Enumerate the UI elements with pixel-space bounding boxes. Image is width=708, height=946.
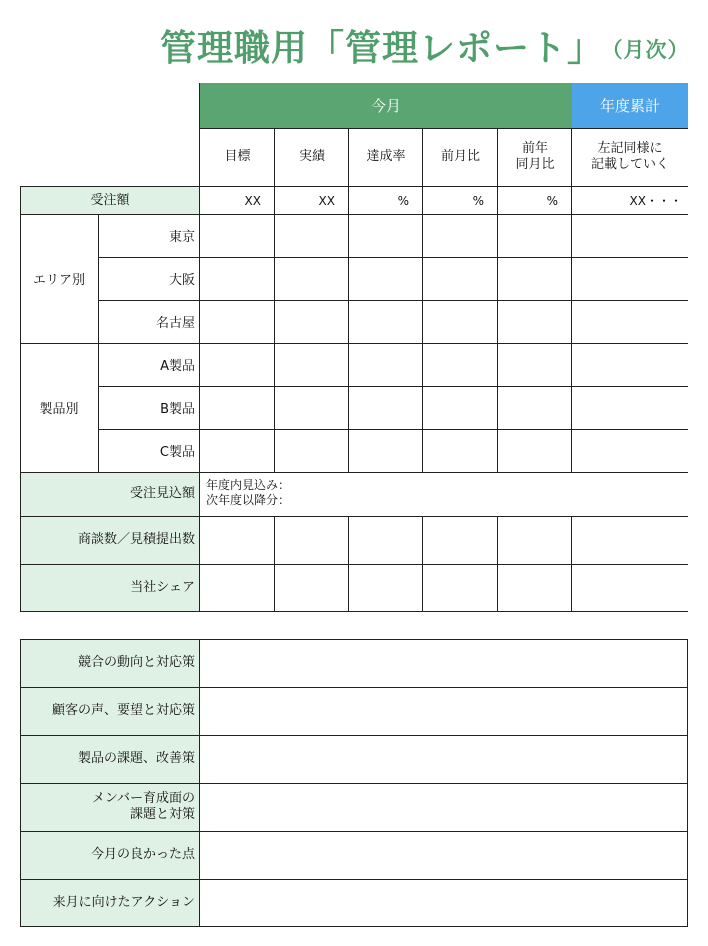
col-achievement-rate [349, 128, 423, 186]
grid-line [20, 611, 688, 612]
grid-line [20, 783, 688, 784]
col-ytd-line2: 記載していく [590, 157, 669, 172]
area-item-tokyo [98, 214, 200, 257]
col-ytd-note [572, 128, 688, 186]
grid-line [20, 831, 688, 832]
page-title [160, 26, 690, 72]
col-yoy-line1: 前年 [521, 141, 548, 156]
share-label [20, 564, 200, 611]
order-achievement-text: % [397, 193, 409, 208]
qual-label-member-development [20, 783, 200, 831]
area-osaka-text: 大阪 [168, 273, 195, 288]
qual-label-competitors [20, 639, 200, 687]
order-yoy-text: % [546, 193, 558, 208]
order-actual-text: XX [318, 193, 335, 208]
forecast-line2: 次年度以降分： [206, 493, 291, 507]
grid-line [199, 639, 200, 927]
grid-line [422, 128, 423, 472]
product-item-c [98, 429, 200, 472]
qual-label-product-issues [20, 735, 200, 783]
grid-line [20, 186, 21, 612]
grid-line [348, 128, 349, 472]
col-yoy-line2: 同月比 [515, 157, 555, 172]
order-ytd-value [572, 187, 688, 214]
grid-line [199, 83, 200, 612]
col-target-label: 目標 [224, 149, 251, 164]
product-item-b [98, 386, 200, 429]
area-nagoya-text: 名古屋 [155, 316, 195, 331]
product-group-label [20, 343, 98, 472]
area-item-nagoya [98, 300, 200, 343]
col-mom-label: 前月比 [440, 149, 480, 164]
qual-next-text: 来月に向けたアクション [52, 894, 195, 910]
current-month-label: 今月 [370, 97, 401, 115]
ytd-label: 年度累計 [599, 97, 660, 115]
grid-line [20, 639, 688, 640]
order-amount-label [20, 187, 200, 214]
order-target-value [200, 187, 275, 214]
ytd-header [572, 83, 688, 128]
grid-line [20, 564, 688, 565]
grid-line [571, 516, 572, 612]
area-group-label [20, 214, 98, 343]
grid-line [20, 343, 688, 344]
order-actual-value [275, 187, 349, 214]
forecast-line1: 年度内見込み： [206, 478, 291, 492]
qual-label-customer-voice [20, 687, 200, 735]
product-item-a [98, 343, 200, 386]
order-yoy-value [498, 187, 572, 214]
grid-line [98, 429, 688, 430]
area-group-text: エリア別 [32, 273, 85, 288]
product-b-text: B製品 [160, 402, 195, 417]
forecast-label [20, 472, 200, 516]
col-actual [275, 128, 349, 186]
order-amount-text: 受注額 [90, 192, 130, 208]
order-mom-value [423, 187, 498, 214]
area-item-osaka [98, 257, 200, 300]
qual-member-line2: 課題と対策 [129, 807, 195, 822]
grid-line [20, 186, 688, 187]
order-achievement-value [349, 187, 423, 214]
forecast-note [200, 472, 688, 516]
grid-line [98, 214, 99, 472]
order-mom-text: % [472, 193, 484, 208]
grid-line [497, 128, 498, 472]
col-yoy [498, 128, 572, 186]
qual-label-good-points [20, 831, 200, 879]
qual-member-line1: メンバー育成面の [91, 791, 195, 806]
order-target-text: XX [244, 193, 261, 208]
qual-good-text: 今月の良かった点 [90, 847, 195, 862]
col-achievement-label: 達成率 [366, 149, 406, 164]
product-a-text: A製品 [160, 359, 195, 374]
grid-line [20, 926, 688, 927]
grid-line [687, 639, 688, 927]
grid-line [497, 516, 498, 612]
grid-line [20, 639, 21, 927]
title-main: 管理職用「管理レポート」 [160, 28, 605, 69]
col-target [200, 128, 275, 186]
grid-line [348, 516, 349, 612]
col-ytd-line1: 左記同様に [597, 141, 663, 156]
grid-line [20, 472, 688, 473]
grid-line [571, 128, 572, 472]
area-tokyo-text: 東京 [168, 230, 195, 245]
col-actual-label: 実績 [298, 149, 325, 164]
qual-product-text: 製品の課題、改善策 [77, 751, 195, 766]
deals-text: 商談数／見積提出数 [77, 532, 195, 547]
share-text: 当社シェア [130, 579, 195, 595]
product-c-text: C製品 [159, 445, 195, 460]
grid-line [20, 735, 688, 736]
order-ytd-text: XX・・・ [629, 194, 682, 208]
grid-line [274, 516, 275, 612]
deals-label [20, 516, 200, 564]
title-subtitle: （月次） [612, 38, 690, 62]
grid-line [20, 214, 688, 215]
grid-line [274, 128, 275, 472]
grid-line [98, 386, 688, 387]
forecast-text: 受注見込額 [129, 486, 195, 501]
grid-line [20, 879, 688, 880]
qual-customer-text: 顧客の声、要望と対応策 [51, 703, 195, 718]
grid-line [20, 516, 688, 517]
col-mom [423, 128, 498, 186]
product-group-text: 製品別 [39, 402, 79, 417]
current-month-header [200, 83, 572, 128]
qual-competitors-text: 競合の動向と対応策 [77, 655, 195, 670]
grid-line [98, 257, 688, 258]
grid-line [422, 516, 423, 612]
grid-line [20, 687, 688, 688]
qual-label-next-actions [20, 879, 200, 926]
grid-line [98, 300, 688, 301]
